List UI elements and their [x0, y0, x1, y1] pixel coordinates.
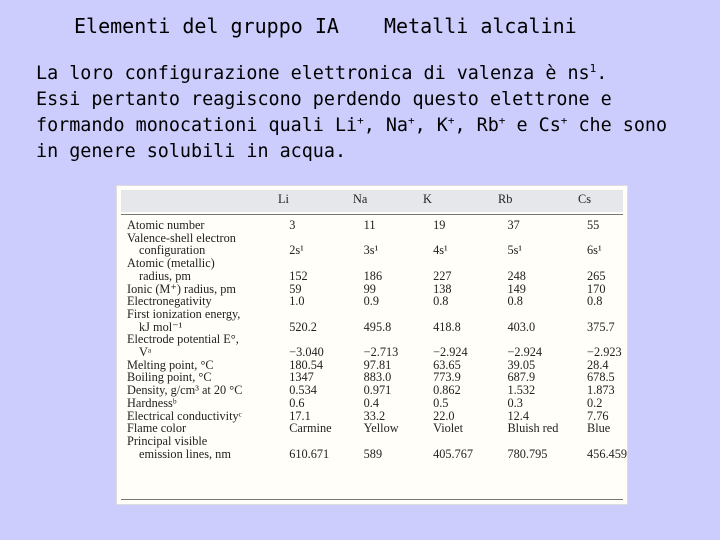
cell-k — [433, 257, 507, 270]
cell-na: 3s¹ — [363, 243, 379, 258]
cell-rb: 39.05 — [507, 357, 536, 372]
cell-na: −2.713 — [363, 345, 399, 360]
cell-k — [433, 435, 507, 448]
cell-rb: 37 — [507, 218, 520, 232]
cell-k: 227 — [433, 268, 452, 283]
paragraph-line-1: La loro configurazione elettronica di valenza è $ns^1$. — [36, 62, 608, 84]
cell-k: 773.9 — [433, 370, 461, 385]
cell-cs: 7.76 — [587, 408, 609, 423]
cell-cs: 1.873 — [587, 383, 615, 398]
cell-k: 405.767 — [433, 446, 474, 461]
cell-na: 0.971 — [363, 383, 392, 398]
cell-cs: 0.2 — [587, 395, 603, 410]
row-label: radius, pm — [139, 268, 191, 283]
cell-k: 22.0 — [433, 408, 455, 423]
cell-li: 610.671 — [289, 446, 330, 461]
cell-k: 4s¹ — [433, 243, 448, 258]
cell-li: 0.6 — [289, 395, 305, 410]
paragraph-line-4: in genere solubili in acqua. — [36, 141, 347, 162]
table-row — [127, 346, 627, 359]
cell-rb: 1.532 — [507, 383, 536, 398]
row-label: configuration — [139, 243, 206, 258]
cell-k: 0.8 — [433, 294, 449, 309]
cell-k: 19 — [433, 218, 446, 232]
cell-li: 2s¹ — [289, 243, 304, 258]
table-row — [127, 308, 627, 321]
cell-cs — [587, 308, 627, 321]
cell-k — [433, 308, 507, 321]
cell-k: 63.65 — [433, 357, 461, 372]
cell-na — [364, 308, 433, 321]
cell-k: −2.924 — [433, 345, 468, 360]
cell-cs: 375.7 — [587, 319, 615, 334]
cell-li: 3 — [289, 218, 296, 232]
cell-rb — [507, 435, 587, 448]
cell-cs: 6s¹ — [587, 243, 602, 258]
row-label: Atomic number — [127, 218, 205, 232]
row-label: Valence-shell electron — [127, 230, 236, 245]
cell-cs — [587, 257, 627, 270]
paragraph-line-2: Essi pertanto reagiscono perdendo questo elettrone e — [36, 89, 612, 110]
row-label: Atomic (metallic) — [127, 256, 215, 271]
cell-cs: 0.8 — [587, 294, 603, 309]
header-rb: Rb — [498, 192, 513, 206]
cell-na: 589 — [363, 446, 383, 461]
row-label: Electrical conductivityᶜ — [127, 408, 242, 423]
cell-na: 186 — [363, 268, 383, 283]
cell-na: 97.81 — [363, 357, 392, 372]
row-label: kJ mol⁻¹ — [139, 319, 183, 334]
table-row — [127, 397, 627, 410]
cell-rb: 248 — [507, 268, 526, 283]
cell-rb — [507, 257, 587, 270]
header-k: K — [423, 192, 432, 206]
table-header-band — [121, 190, 623, 212]
header-cs: Cs — [578, 192, 591, 206]
cell-cs: 678.5 — [587, 370, 615, 385]
cell-na: 11 — [363, 218, 376, 232]
cell-li — [289, 435, 363, 448]
cell-cs: 265 — [587, 268, 606, 283]
cell-rb: 5s¹ — [507, 243, 523, 258]
cell-li: 59 — [289, 281, 302, 296]
cell-na: 99 — [363, 281, 376, 296]
cell-na: 33.2 — [363, 408, 386, 423]
cell-rb: 0.8 — [507, 294, 523, 309]
row-label: Boiling point, °C — [127, 370, 212, 385]
row-label: Melting point, °C — [127, 357, 214, 372]
cell-li — [289, 308, 363, 321]
row-label: Ionic (M⁺) radius, pm — [127, 281, 236, 296]
header-divider — [121, 214, 623, 215]
table-row — [127, 384, 627, 397]
cell-rb: 149 — [507, 281, 526, 296]
cell-rb: Bluish red — [507, 421, 559, 436]
cell-rb: 0.3 — [507, 395, 523, 410]
table-row — [127, 448, 627, 461]
intro-paragraph — [36, 61, 716, 165]
cell-rb: −2.924 — [507, 345, 543, 360]
bottom-divider — [121, 499, 623, 500]
cell-k: 138 — [433, 281, 452, 296]
cell-li: 0.534 — [289, 383, 317, 398]
cell-cs: 28.4 — [587, 357, 609, 372]
table-row — [127, 257, 627, 270]
row-label: Principal visible — [127, 433, 208, 448]
cell-k: Violet — [433, 421, 464, 436]
cell-k: 0.5 — [433, 395, 449, 410]
cell-li — [289, 257, 363, 270]
slide-title-left: Elementi del gruppo IA — [74, 14, 339, 38]
cell-li: 17.1 — [289, 408, 311, 423]
cell-cs: Blue — [587, 421, 611, 436]
cell-cs: 170 — [587, 281, 606, 296]
cell-rb: 687.9 — [507, 370, 536, 385]
row-label: Flame color — [127, 421, 187, 436]
row-label: First ionization energy, — [127, 306, 241, 321]
table-row — [127, 270, 627, 283]
alkali-properties-table-image — [116, 185, 628, 505]
properties-table — [127, 219, 627, 460]
table-row — [127, 219, 627, 232]
cell-li: −3.040 — [289, 345, 324, 360]
cell-rb: 403.0 — [507, 319, 536, 334]
table-row — [127, 435, 627, 448]
cell-na: Yellow — [363, 421, 399, 436]
cell-k: 418.8 — [433, 319, 461, 334]
cell-cs — [587, 435, 627, 448]
slide-title-right: Metalli alcalini — [384, 14, 577, 38]
cell-li: 152 — [289, 268, 308, 283]
row-label: Electronegativity — [127, 294, 212, 309]
cell-li: 180.54 — [289, 357, 324, 372]
header-na: Na — [353, 192, 368, 206]
cell-cs: −2.923 — [587, 345, 622, 360]
cell-na: 0.9 — [363, 294, 380, 309]
cell-li: 520.2 — [289, 319, 317, 334]
cell-rb: 12.4 — [507, 408, 529, 423]
cell-k: 0.862 — [433, 383, 461, 398]
cell-rb: 780.795 — [507, 446, 548, 461]
row-label: Vᵃ — [139, 345, 152, 360]
cell-li: Carmine — [289, 421, 332, 436]
row-label: Hardnessᵇ — [127, 395, 177, 410]
row-label: Electrode potential E°, — [127, 332, 239, 347]
cell-rb — [507, 308, 587, 321]
paragraph-line-3: formando monocationi quali Li+, Na+, K+, Rb+ e Cs+ che sono — [36, 114, 668, 136]
cell-li: 1.0 — [289, 294, 305, 309]
cell-na: 883.0 — [363, 370, 392, 385]
cell-na — [364, 435, 433, 448]
header-li: Li — [278, 192, 289, 206]
cell-na: 0.4 — [363, 395, 380, 410]
cell-na: 495.8 — [363, 319, 392, 334]
cell-cs: 55 — [587, 218, 600, 232]
cell-cs: 456.459 — [587, 446, 627, 461]
cell-na — [364, 257, 433, 270]
row-label: Density, g/cm³ at 20 °C — [127, 383, 243, 398]
row-label: emission lines, nm — [139, 446, 231, 461]
cell-li: 1347 — [289, 370, 314, 385]
